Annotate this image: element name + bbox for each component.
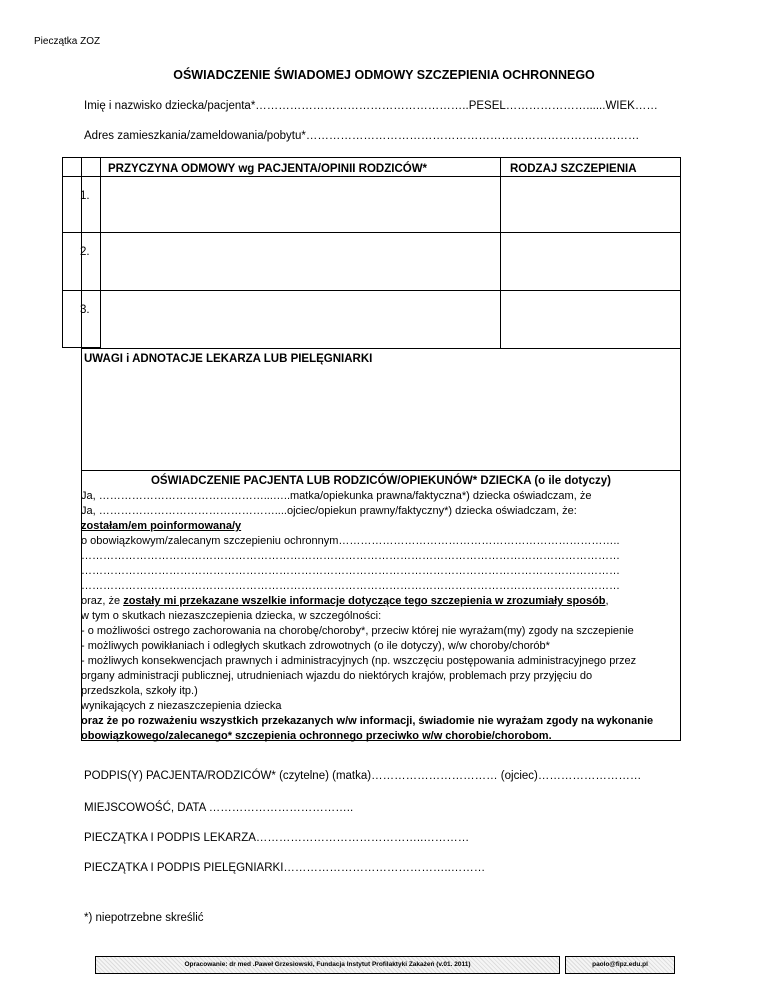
dots-line-2[interactable]: ………………………………………………………………………………………………………………………………… bbox=[81, 565, 620, 577]
father-line[interactable]: Ja, …………………………………………....ojciec/opiekun prawny/faktyczny*) dziecka oświadczam, że: bbox=[81, 505, 577, 517]
consequence-item-1: - o możliwości ostrego zachorowania na chorobę/choroby*, przeciw której nie wyrażam(my) zgody na szczepienie bbox=[81, 625, 634, 637]
row-number-3: 3. bbox=[80, 304, 90, 316]
final-statement-1: oraz że po rozważeniu wszystkich przekazanych w/w informacji, świadomie nie wyrażam zgody na wykonanie bbox=[81, 715, 654, 727]
including-text: w tym o skutkach niezaszczepienia dziecka, w szczególności: bbox=[81, 610, 382, 622]
consequence-item-2: - możliwych powikłaniach i odległych skutkach zdrowotnych (o ile dotyczy), w/w choroby/chorób* bbox=[81, 640, 550, 652]
vaccine-cell-2[interactable] bbox=[501, 233, 680, 289]
dots-line-3[interactable]: ………………………………………………………………………………………………………………………………… bbox=[81, 580, 620, 592]
row-number-2: 2. bbox=[80, 246, 90, 258]
row-number-1: 1. bbox=[80, 190, 90, 202]
footer-email: paolo@fipz.edu.pl bbox=[565, 956, 675, 974]
reason-column-header: PRZYCZYNA ODMOWY wg PACJENTA/OPINII RODZICÓW* bbox=[108, 163, 428, 175]
vaccine-column-header: RODZAJ SZCZEPIENIA bbox=[510, 163, 637, 175]
vaccine-cell-1[interactable] bbox=[501, 177, 680, 231]
declaration-section bbox=[81, 474, 681, 744]
reason-cell-1[interactable] bbox=[102, 177, 499, 231]
declaration-title: OŚWIADCZENIE PACJENTA LUB RODZICÓW/OPIEKUNÓW* DZIECKA (o ile dotyczy) bbox=[150, 475, 611, 487]
consequence-item-3c: przedszkola, szkoły itp.) bbox=[81, 685, 198, 697]
address-line[interactable]: Adres zamieszkania/zameldowania/pobytu*…………………………………………………………………………… bbox=[84, 130, 640, 142]
notes-divider bbox=[81, 470, 681, 471]
also-prefix: oraz, że bbox=[81, 595, 124, 607]
reason-cell-2[interactable] bbox=[102, 233, 499, 289]
about-line[interactable]: o obowiązkowym/zalecanym szczepieniu ochronnym………………………………………………………………….. bbox=[81, 535, 620, 547]
place-date-line[interactable]: MIEJSCOWOŚĆ, DATA ……………………………….. bbox=[84, 802, 354, 814]
nurse-signature-line[interactable]: PIECZĄTKA I PODPIS PIELĘGNIARKI……………………………………..……… bbox=[84, 862, 486, 874]
reason-cell-3[interactable] bbox=[102, 291, 499, 347]
mother-line[interactable]: Ja, ………………………………………...…..matka/opiekunka prawna/faktyczna*) dziecka oświadczam, że bbox=[81, 490, 592, 502]
patient-name-line[interactable]: Imię i nazwisko dziecka/pacjenta*………………………………………………..PESEL…………………......WIEK…… bbox=[84, 100, 658, 112]
dots-line-1[interactable]: ………………………………………………………………………………………………………………………………… bbox=[81, 550, 620, 562]
notes-area[interactable] bbox=[82, 370, 680, 469]
row-divider-3 bbox=[81, 348, 681, 349]
footer-author: Opracowanie: dr med .Paweł Grzesiowski, Fundacja Instytut Profilaktyki Zakażeń (v.01. 2011) bbox=[95, 956, 560, 974]
stamp-label: Pieczątka ZOZ bbox=[34, 36, 101, 47]
also-bold: zostały mi przekazane wszelkie informacje dotyczące tego szczepienia w zrozumiały sposób bbox=[123, 595, 606, 607]
consequence-item-3b: organy administracji publicznej, utrudnieniach wjazdu do niektórych krajów, problemach przy przyjęciu do bbox=[81, 670, 593, 682]
doctor-signature-line[interactable]: PIECZĄTKA I PODPIS LEKARZA……………………………………..………… bbox=[84, 832, 470, 844]
parents-signature-line[interactable]: PODPIS(Y) PACJENTA/RODZICÓW* (czytelne) (matka)…………………………… (ojciec)……………………… bbox=[84, 770, 642, 782]
final-statement-2: obowiązkowego/zalecanego* szczepienia ochronnego przeciwko w/w chorobie/chorobom. bbox=[81, 730, 552, 742]
informed-text: zostałam/em poinformowana/y bbox=[81, 520, 242, 532]
document-title: OŚWIADCZENIE ŚWIADOMEJ ODMOWY SZCZEPIENIA OCHRONNEGO bbox=[173, 68, 595, 82]
informed-statement bbox=[81, 594, 681, 609]
footnote: *) niepotrzebne skreślić bbox=[84, 912, 204, 924]
vaccine-cell-3[interactable] bbox=[501, 291, 680, 347]
notes-header: UWAGI i ADNOTACJE LEKARZA LUB PIELĘGNIARKI bbox=[84, 353, 373, 365]
resulting-text: wynikających z niezaszczepienia dziecka bbox=[81, 700, 282, 712]
consequence-item-3a: - możliwych konsekwencjach prawnych i administracyjnych (np. wszczęciu postępowania administracyjnego przez bbox=[81, 655, 637, 667]
also-suffix: , bbox=[605, 595, 609, 607]
